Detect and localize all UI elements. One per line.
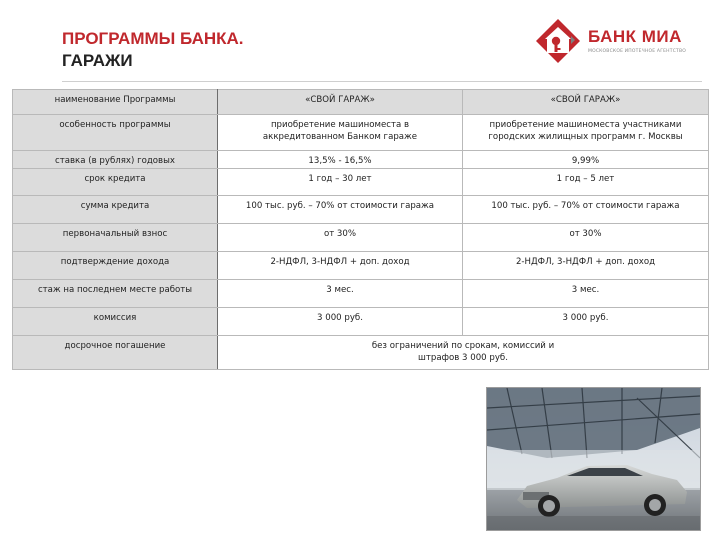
cell-program-2: 100 тыс. руб. – 70% от стоимости гаража: [463, 196, 709, 224]
cell-program-1: 100 тыс. руб. – 70% от стоимости гаража: [218, 196, 463, 224]
row-label: ставка (в рублях) годовых: [13, 151, 218, 169]
row-label: стаж на последнем месте работы: [13, 280, 218, 308]
row-label: подтверждение дохода: [13, 252, 218, 280]
logo-name: БАНК МИА: [588, 27, 682, 46]
cell-program-2: 3 000 руб.: [463, 308, 709, 336]
cell-program-2: приобретение машиноместа участниками городских жилищных программ г. Москвы: [463, 115, 709, 151]
table-row: [13, 308, 709, 336]
table-row: [13, 280, 709, 308]
cell-program-1: 2-НДФЛ, 3-НДФЛ + доп. доход: [218, 252, 463, 280]
cell-program-2: 3 мес.: [463, 280, 709, 308]
table-row: [13, 336, 709, 370]
cell-program-2: от 30%: [463, 224, 709, 252]
cell-program-2: «СВОЙ ГАРАЖ»: [463, 90, 709, 115]
table-row: [13, 169, 709, 196]
table-row: [13, 224, 709, 252]
page-title-line1: ПРОГРАММЫ БАНКА.: [62, 29, 244, 48]
table-row: [13, 151, 709, 169]
cell-program-1: 3 000 руб.: [218, 308, 463, 336]
row-label: наименование Программы: [13, 90, 218, 115]
cell-program-2: 9,99%: [463, 151, 709, 169]
programs-table: [12, 89, 709, 370]
table-row: [13, 115, 709, 151]
cell-program-2: 1 год – 5 лет: [463, 169, 709, 196]
table-row: [13, 196, 709, 224]
cell-program-1: 13,5% - 16,5%: [218, 151, 463, 169]
row-label: особенность программы: [13, 115, 218, 151]
house-key-logo-icon: [535, 18, 581, 64]
cell-merged-early-repayment: без ограничений по срокам, комиссий и штрафов 3 000 руб.: [218, 336, 709, 370]
cell-program-1: приобретение машиноместа в аккредитованном Банком гараже: [218, 115, 463, 151]
table-row: [13, 252, 709, 280]
row-label: досрочное погашение: [13, 336, 218, 370]
row-label: первоначальный взнос: [13, 224, 218, 252]
page-title-line2: ГАРАЖИ: [62, 51, 133, 70]
row-label: срок кредита: [13, 169, 218, 196]
page-title: [62, 28, 244, 72]
logo-tagline: МОСКОВСКОЕ ИПОТЕЧНОЕ АГЕНТСТВО: [588, 49, 687, 54]
row-label: комиссия: [13, 308, 218, 336]
bank-logo: [535, 18, 695, 64]
cell-program-1: от 30%: [218, 224, 463, 252]
row-label: сумма кредита: [13, 196, 218, 224]
cell-program-1: «СВОЙ ГАРАЖ»: [218, 90, 463, 115]
car-showroom-photo: [486, 387, 701, 531]
table-row: [13, 90, 709, 115]
cell-program-2: 2-НДФЛ, 3-НДФЛ + доп. доход: [463, 252, 709, 280]
header-divider: [62, 81, 702, 82]
cell-program-1: 1 год – 30 лет: [218, 169, 463, 196]
cell-program-1: 3 мес.: [218, 280, 463, 308]
car-photo-illustration: [487, 388, 700, 530]
